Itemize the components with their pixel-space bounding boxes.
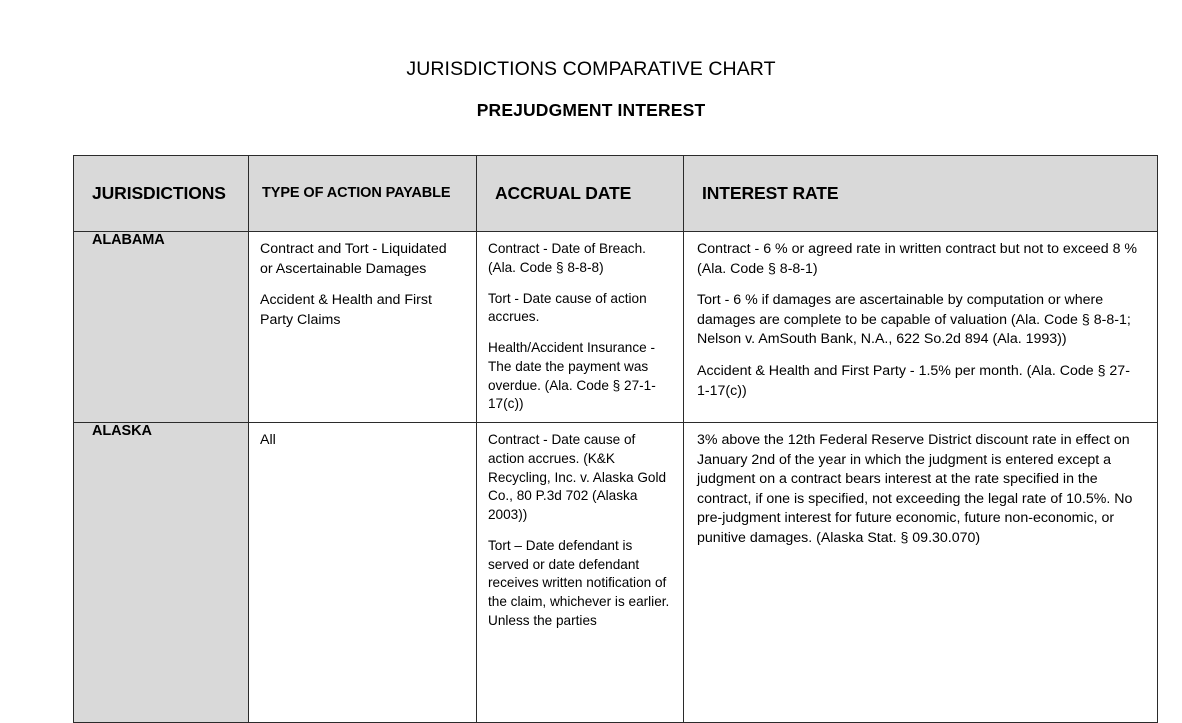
jurisdiction-cell-alabama [74,232,249,423]
column-header-interest-rate [684,156,1158,232]
type-of-action-cell-alabama [249,232,477,423]
jurisdiction-name: ALABAMA [92,232,165,248]
paragraph: All [260,432,276,448]
paragraph: Contract - 6 % or agreed rate in written contract but not to exceed 8 % (Ala. Code § 8-8-1) [697,241,1138,277]
paragraph: Tort - Date cause of action accrues. [488,290,647,325]
paragraph: Accident & Health and First Party Claims [260,292,432,328]
table-row [74,423,1158,723]
column-header-type-of-action-label: TYPE OF ACTION PAYABLE [262,185,451,202]
column-header-jurisdictions [74,156,249,232]
jurisdiction-cell-alaska [74,423,249,723]
paragraph: 3% above the 12th Federal Reserve District discount rate in effect on January 2nd of the year in which the judgment is entered except a judgment on a contract bears interest at the rate specified in the contract, if one is specified, not exceeding the legal rate of 10.5%. No pre-judgment interest for future economic, future non-economic, or punitive damages. (Alaska Stat. § 09.30.070) [697,432,1133,546]
comparative-chart-table-wrapper [73,155,1157,723]
interest-rate-content [684,423,1157,557]
document-subtitle: PREJUDGMENT INTEREST [476,100,706,120]
type-of-action-cell-alaska [249,423,477,723]
interest-rate-cell-alaska [684,423,1158,723]
accrual-date-cell-alaska [477,423,684,723]
type-of-action-content [249,232,476,338]
paragraph: Accident & Health and First Party - 1.5% per month. (Ala. Code § 27-1-17(c)) [697,362,1130,399]
interest-rate-content [684,232,1157,409]
column-header-jurisdictions-label: JURISDICTIONS [92,183,226,204]
paragraph: Tort - 6 % if damages are ascertainable by computation or where damages are complete to be capable of valuation (Ala. Code § 8-8-1; Nelson v. AmSouth Bank, N.A., 622 So.2d 894 (Ala. 1993)) [697,292,1131,348]
paragraph: Contract - Date cause of action accrues. (K&K Recycling, Inc. v. Alaska Gold Co., 80 P.3d 702 (Alaska 2003)) [488,432,667,522]
column-header-accrual-date [477,156,684,232]
paragraph: Health/Accident Insurance - The date the payment was overdue. (Ala. Code § 27-1-17(c)) [488,340,656,412]
table-row [74,232,1158,423]
paragraph: Contract - Date of Breach. (Ala. Code § 8-8-8) [488,241,646,275]
accrual-date-cell-alabama [477,232,684,423]
interest-rate-cell-alabama [684,232,1158,423]
document-title: JURISDICTIONS COMPARATIVE CHART [406,58,776,80]
type-of-action-content [249,423,476,459]
accrual-date-content [477,232,683,422]
paragraph: Contract and Tort - Liquidated or Ascertainable Damages [260,241,447,277]
jurisdiction-name: ALASKA [92,423,152,439]
column-header-accrual-date-label: ACCRUAL DATE [495,183,632,204]
jurisdictions-comparative-table [73,155,1158,723]
column-header-type-of-action [249,156,477,232]
table-header-row [74,156,1158,232]
column-header-interest-rate-label: INTEREST RATE [702,183,839,204]
accrual-date-content [477,423,683,639]
paragraph: Tort – Date defendant is served or date defendant receives written notification of the claim, whichever is earlier. Unless the parties [488,537,670,628]
